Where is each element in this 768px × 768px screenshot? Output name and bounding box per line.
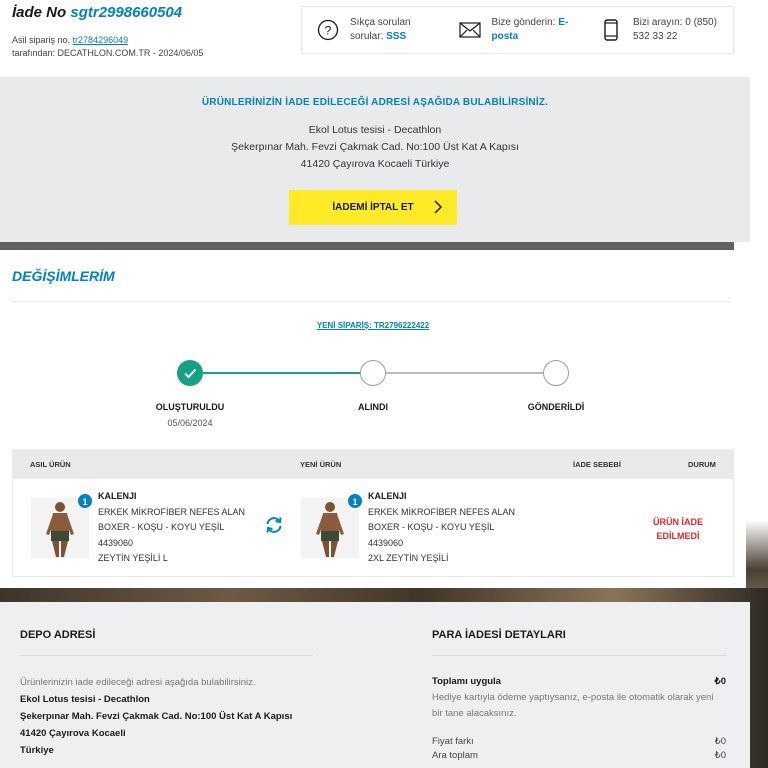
original-name-line2: BOXER - KOŞU - KOYU YEŞİL	[98, 522, 225, 532]
email-text: Bize gönderin:	[491, 17, 556, 28]
depot-intro: Ürünlerinizin iade edileceği adresi aşağıda bulabilirsiniz.	[20, 677, 256, 688]
status-badge	[633, 515, 723, 543]
new-product-info	[368, 489, 515, 567]
step-created-date: 05/06/2024	[167, 418, 213, 428]
new-order-link[interactable]: YENİ SİPARİŞ: TR2796222422	[316, 321, 430, 330]
depot-line: Ekol Lotus tesisi - Decathlon	[20, 694, 150, 705]
new-qty-badge: 1	[347, 493, 363, 509]
step-shipped-circle	[543, 360, 569, 386]
col-reason: İADE SEBEBİ	[573, 460, 621, 469]
faq-contact[interactable]	[302, 16, 444, 44]
depot-line: 41420 Çayırova Kocaeli	[20, 728, 126, 739]
exchanges-title: DEĞİŞİMLERİM	[12, 268, 115, 284]
table-row	[12, 479, 734, 577]
question-icon	[316, 18, 340, 42]
envelope-icon	[458, 18, 482, 42]
depot-address	[20, 674, 320, 759]
band-divider	[0, 242, 734, 250]
return-band-address	[0, 122, 750, 173]
subtotal-row	[432, 750, 726, 761]
details-panel	[0, 602, 750, 768]
progress-line-done	[203, 372, 360, 374]
step-received-circle	[360, 360, 386, 386]
by-line: tarafından: DECATHLON.COM.TR - 2024/06/05	[12, 48, 204, 58]
col-original: ASIL ÜRÜN	[30, 460, 71, 469]
email-link[interactable]: E-posta	[491, 17, 569, 42]
step-created-label: OLUŞTURULDU	[155, 402, 225, 412]
faq-text: Sıkça sorulan sorular:	[350, 17, 411, 42]
original-order-label: Asil sipariş no.	[12, 35, 71, 45]
address-line: 41420 Çayırova Kocaeli Türkiye	[300, 158, 450, 170]
new-code: 4439060	[368, 537, 404, 548]
chevron-right-icon	[433, 200, 443, 217]
refund-divider	[432, 655, 726, 656]
depot-line: Şekerpınar Mah. Fevzi Çakmak Cad. No:100 Üst Kat A Kapısı	[20, 711, 293, 722]
subtotal-label: Ara toplam	[432, 750, 478, 761]
email-contact[interactable]	[444, 16, 586, 44]
exchange-arrows-icon	[264, 515, 284, 540]
svg-text:?: ?	[324, 23, 332, 38]
refund-total-row	[432, 676, 726, 687]
status-line1: ÜRÜN İADE	[652, 517, 703, 527]
return-address-band	[0, 77, 750, 242]
return-band-title: ÜRÜNLERİNİZİN İADE EDİLECEĞİ ADRESİ AŞAĞIDA BULABİLİRSİNİZ.	[201, 97, 549, 108]
phone-contact[interactable]	[585, 16, 733, 44]
original-order-link[interactable]: tr2784296049	[72, 35, 129, 45]
status-line2: EDİLMEDİ	[656, 531, 700, 541]
address-line: Ekol Lotus tesisi - Decathlon	[308, 124, 442, 136]
original-code: 4439060	[98, 537, 134, 548]
contact-box	[301, 6, 734, 54]
original-product-info	[98, 489, 245, 567]
refund-total-label: Toplamı uygula	[432, 676, 501, 687]
price-diff-value: ₺0	[714, 736, 726, 747]
exchanges-divider	[12, 301, 730, 302]
original-name-line1: ERKEK MİKROFİBER NEFES ALAN	[98, 506, 246, 517]
cancel-return-label: İADEMİ İPTAL ET	[332, 202, 414, 213]
return-label: İade No	[12, 4, 67, 21]
new-brand: KALENJI	[368, 491, 407, 501]
return-header	[12, 4, 292, 60]
return-title	[12, 4, 292, 22]
products-table-header	[12, 449, 734, 479]
refund-note: Hediye kartıyla ödeme yaptıysanız, e-posta ile otomatik olarak yeni bir tane alacaksınız.	[432, 692, 714, 719]
subtotal-value: ₺0	[714, 750, 726, 761]
progress-line-pending	[386, 372, 543, 374]
col-status: DURUM	[688, 460, 716, 469]
original-qty-badge: 1	[77, 493, 93, 509]
col-new: YENİ ÜRÜN	[300, 460, 342, 469]
step-created-check-icon	[177, 360, 203, 386]
price-diff-row	[432, 736, 726, 747]
phone-text: Bizi arayın: 0 (850) 532 33 22	[633, 17, 717, 42]
original-order-info	[12, 34, 292, 60]
cancel-return-button[interactable]	[289, 190, 457, 225]
depot-divider	[20, 655, 313, 656]
original-brand: KALENJI	[98, 491, 137, 501]
original-variant: ZEYTİN YEŞİLİ L	[98, 553, 168, 563]
new-name-line1: ERKEK MİKROFİBER NEFES ALAN	[368, 506, 516, 517]
refund-details	[432, 676, 726, 761]
refund-title: PARA İADESİ DETAYLARI	[432, 629, 566, 641]
price-diff-label: Fiyat farkı	[432, 736, 474, 747]
address-line: Şekerpınar Mah. Fevzi Çakmak Cad. No:100 Üst Kat A Kapısı	[231, 141, 519, 153]
phone-icon	[599, 18, 623, 42]
refund-total-value: ₺0	[714, 676, 726, 687]
depot-title: DEPO ADRESİ	[20, 629, 96, 641]
faq-link[interactable]: SSS	[386, 31, 407, 42]
new-name-line2: BOXER - KOŞU - KOYU YEŞİL	[368, 522, 495, 532]
step-received-label: ALINDI	[358, 402, 388, 412]
step-shipped-label: GÖNDERİLDİ	[527, 402, 585, 412]
new-variant: 2XL ZEYTİN YEŞİLİ	[368, 553, 449, 563]
return-number: sgtr2998660504	[70, 4, 183, 21]
depot-line: Türkiye	[20, 745, 54, 756]
